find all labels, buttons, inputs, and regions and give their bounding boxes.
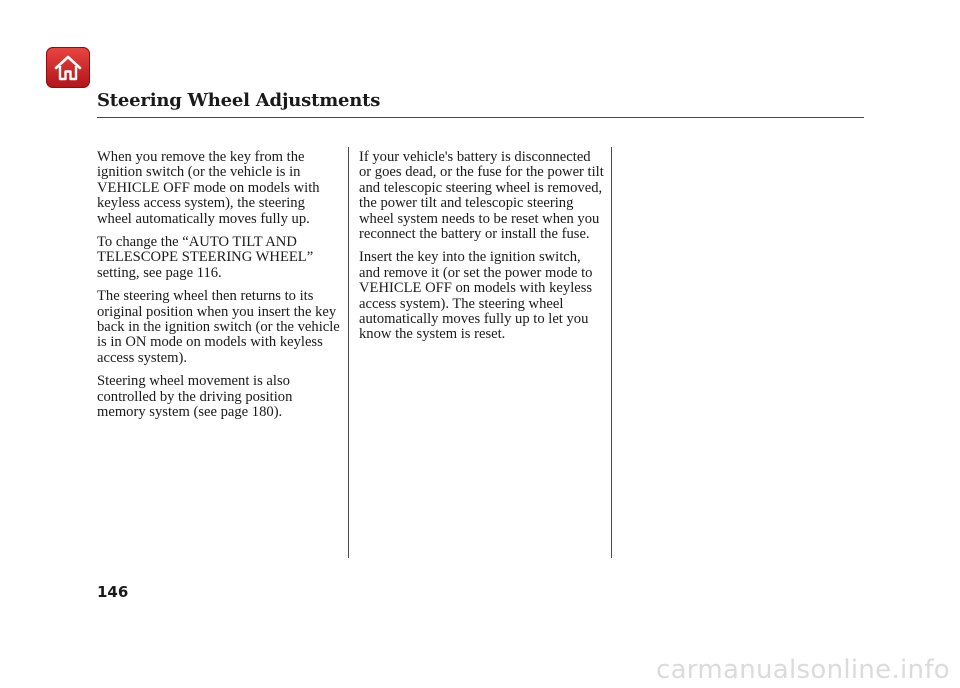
column-divider [348,147,349,558]
page-number: 146 [97,583,129,601]
paragraph: The steering wheel then returns to its original position when you insert the key back in the ignition switch (or the vehicle is in ON mode on models with keyless access system). [97,288,340,366]
home-button[interactable] [46,47,90,88]
column-divider [611,147,612,558]
paragraph: Steering wheel movement is also controlled by the driving position memory system (see page 180). [97,373,293,421]
text-column-left [97,150,342,429]
paragraph: If your vehicle's battery is disconnected or goes dead, or the fuse for the power tilt and telescopic steering wheel is removed, the power tilt and telescopic steering wheel system needs to be reset when you reconnect the battery or install the fuse. [359,149,604,243]
paragraph: Insert the key into the ignition switch, and remove it (or set the power mode to VEHICLE OFF on models with keyless access system). The steering wheel automatically moves fully up to let you know the system is reset. [359,249,593,343]
home-icon [53,54,83,82]
paragraph: To change the “AUTO TILT AND TELESCOPE STEERING WHEEL” setting, see page 116. [97,234,314,281]
watermark: carmanualsonline.info [655,655,950,685]
paragraph: When you remove the key from the ignition switch (or the vehicle is in VEHICLE OFF mode on models with keyless access system), the steering wheel automatically moves fully up. [97,149,320,227]
section-title: Steering Wheel Adjustments [97,90,381,111]
text-column-middle [359,150,604,351]
title-rule [97,117,864,118]
